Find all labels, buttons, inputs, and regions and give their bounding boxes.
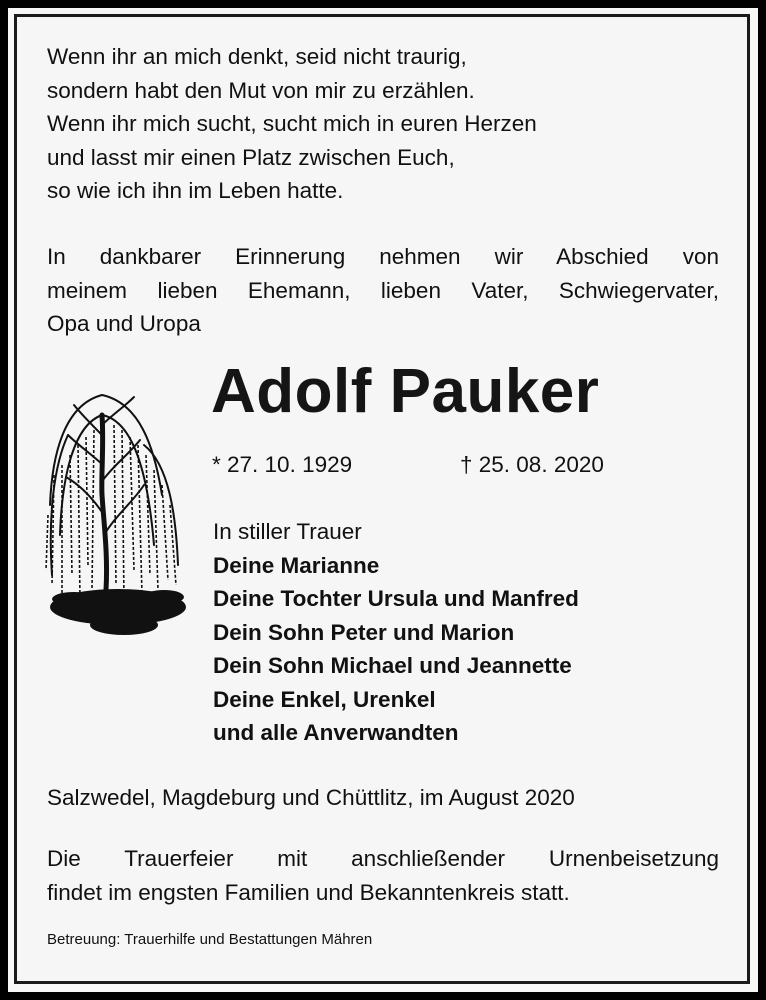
poem-line: so wie ich ihn im Leben hatte.: [47, 178, 344, 203]
poem-line: Wenn ihr an mich denkt, seid nicht traurig,: [47, 44, 467, 69]
mourner-name: Deine Enkel, Urenkel: [213, 686, 436, 712]
intro-text: [47, 240, 719, 341]
deceased-name: Adolf Pauker: [211, 357, 600, 426]
life-dates: [212, 452, 604, 478]
weeping-willow-icon: [44, 385, 190, 645]
mourner-name: Deine Marianne: [213, 552, 380, 578]
mourners-heading: In stiller Trauer: [213, 519, 362, 544]
death-date: † 25. 08. 2020: [460, 452, 604, 477]
intro-line: meinem lieben Ehemann, lieben Vater, Schwiegervater,: [47, 277, 719, 303]
birth-date: * 27. 10. 1929: [212, 452, 353, 477]
mourner-name: Deine Tochter Ursula und Manfred: [213, 586, 579, 611]
poem-line: sondern habt den Mut von mir zu erzählen.: [47, 77, 475, 103]
poem-line: und lasst mir einen Platz zwischen Euch,: [47, 144, 455, 170]
mourner-name: und alle Anverwandten: [213, 720, 459, 745]
place-date: Salzwedel, Magdeburg und Chüttlitz, im August 2020: [47, 785, 575, 810]
poem-line: Wenn ihr mich sucht, sucht mich in euren Herzen: [47, 111, 537, 136]
ceremony-line: findet im engsten Familien und Bekanntenkreis statt.: [47, 879, 570, 905]
mourner-name: Dein Sohn Michael und Jeannette: [213, 653, 572, 678]
intro-line: Opa und Uropa: [47, 311, 201, 336]
ceremony-text: [47, 842, 719, 909]
ceremony-line: Die Trauerfeier mit anschließender Urnenbeisetzung: [47, 846, 719, 871]
intro-line: In dankbarer Erinnerung nehmen wir Abschied von: [47, 244, 719, 269]
mourner-name: Dein Sohn Peter und Marion: [213, 619, 515, 645]
mourners-block: [213, 515, 579, 750]
poem-block: [47, 40, 719, 208]
funeral-home-credit: Betreuung: Trauerhilfe und Bestattungen Mähren: [47, 931, 373, 948]
